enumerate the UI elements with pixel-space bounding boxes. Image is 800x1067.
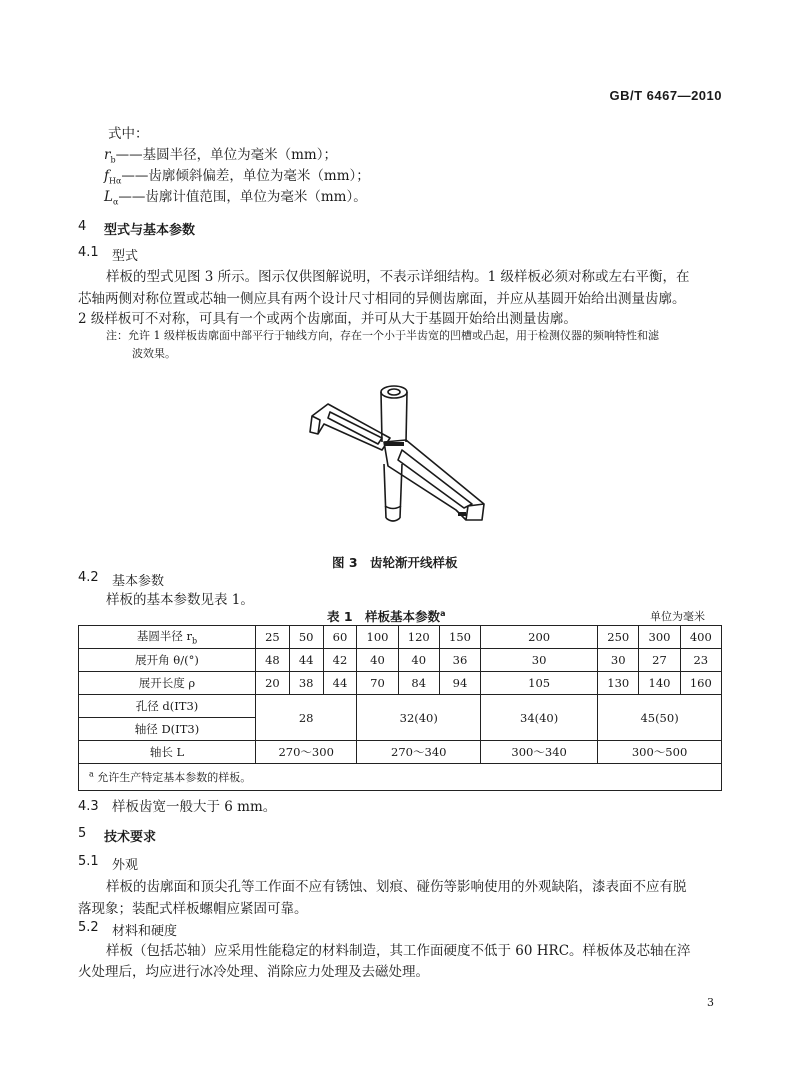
table-cell: 25 (256, 626, 290, 649)
sec43-num: 4.3 (78, 799, 99, 814)
row-label: 孔径 d(IT3) (79, 695, 256, 718)
table-caption (327, 607, 445, 625)
row-label: 展开长度 ρ (79, 672, 256, 695)
sec5-title: 技术要求 (104, 830, 157, 845)
sec52-line-2: 火处理后，均应进行冰冷处理、消除应力处理及去磁处理。 (78, 964, 429, 980)
table-cell: 84 (398, 672, 439, 695)
table-row (79, 741, 722, 764)
table-cell: 36 (439, 649, 480, 672)
page-number: 3 (707, 996, 714, 1009)
where-intro: 式中： (108, 126, 149, 142)
symbol: r (104, 147, 111, 163)
symbol-sub: b (110, 155, 116, 165)
table-cell: 300～340 (481, 741, 598, 764)
table-cell: 20 (256, 672, 290, 695)
row-label: 轴长 L (79, 741, 256, 764)
table-cell: 48 (256, 649, 290, 672)
table-cell: 30 (598, 649, 639, 672)
table-cell: 250 (598, 626, 639, 649)
table-cell: 70 (357, 672, 398, 695)
table-row (79, 672, 722, 695)
symbol-sub: α (112, 197, 119, 207)
symbol: f (104, 168, 109, 184)
table-unit: 单位为毫米 (650, 610, 705, 623)
symbol-sub: Hα (109, 176, 122, 186)
table-cell: 140 (639, 672, 680, 695)
sec41-title: 型式 (112, 249, 139, 264)
table-cell: 130 (598, 672, 639, 695)
footnote-text: 允许生产特定基本参数的样板。 (97, 771, 252, 784)
sec42-title: 基本参数 (112, 574, 165, 589)
sec41-note-2: 波效果。 (132, 347, 176, 360)
table-cell: 40 (398, 649, 439, 672)
table-cell: 38 (289, 672, 323, 695)
sec5-num: 5 (78, 826, 87, 841)
table-cell: 30 (481, 649, 598, 672)
table-cell: 60 (323, 626, 357, 649)
sec51-title: 外观 (112, 858, 139, 873)
figure-caption: 图 3 齿轮渐开线样板 (332, 555, 458, 570)
table-cell: 300 (639, 626, 680, 649)
sec52-title: 材料和硬度 (112, 924, 178, 939)
standard-code: GB/T 6467—2010 (609, 88, 722, 103)
sec52-num: 5.2 (78, 920, 99, 935)
sec4-num: 4 (78, 219, 87, 234)
table-cell: 105 (481, 672, 598, 695)
sec41-line-2: 芯轴两侧对称位置或芯轴一侧应具有两个设计尺寸相同的异侧齿廓面，并应从基圆开始给出测量齿廓。 (78, 291, 686, 307)
table-cell: 27 (639, 649, 680, 672)
symbol: L (104, 189, 113, 205)
table-cell: 23 (680, 649, 721, 672)
table-cell: 44 (289, 649, 323, 672)
sec43-text: 样板齿宽一般大于 6 mm。 (112, 799, 277, 815)
row-label: 轴径 D(IT3) (79, 718, 256, 741)
row-label: 基圆半径 $r_b$ (79, 626, 256, 649)
sec52-line-1: 样板（包括芯轴）应采用性能稳定的材料制造，其工作面硬度不低于 60 HRC。样板体及芯轴在淬 (106, 943, 691, 959)
table-cell: 200 (481, 626, 598, 649)
table-cell: 40 (357, 649, 398, 672)
sec42-num: 4.2 (78, 570, 99, 585)
sec41-num: 4.1 (78, 245, 99, 260)
parameter-table (78, 625, 722, 791)
table-cell: 270～300 (256, 741, 357, 764)
table-footnote (79, 764, 722, 791)
where-text: ——齿廓倾斜偏差，单位为毫米（mm）； (121, 168, 370, 184)
sec42-line: 样板的基本参数见表 1。 (106, 592, 254, 608)
sec41-line-1: 样板的型式见图 3 所示。图示仅供图解说明，不表示详细结构。1 级样板必须对称或左右平衡，在 (106, 269, 690, 285)
where-text: ——齿廓计值范围，单位为毫米（mm）。 (118, 189, 367, 205)
table-caption-mark: a (440, 608, 446, 618)
table-cell: 42 (323, 649, 357, 672)
table-cell: 28 (256, 695, 357, 741)
table-cell: 34(40) (481, 695, 598, 741)
table-row (79, 695, 722, 718)
sec51-num: 5.1 (78, 854, 99, 869)
table-cell: 270～340 (357, 741, 481, 764)
table-cell: 50 (289, 626, 323, 649)
table-cell: 32(40) (357, 695, 481, 741)
table-cell: 44 (323, 672, 357, 695)
sec41-note-1: 注：允许 1 级样板齿廓面中部平行于轴线方向，存在一个小于半齿宽的凹槽或凸起，用于检测仪器的频响特性和滤 (106, 329, 659, 342)
sec51-line-1: 样板的齿廓面和顶尖孔等工作面不应有锈蚀、划痕、碰伤等影响使用的外观缺陷，漆表面不应有脱 (106, 879, 687, 895)
footnote-mark: a (89, 769, 94, 779)
sec51-line-2: 落现象；装配式样板螺帽应紧固可靠。 (78, 901, 308, 917)
sec4-title: 型式与基本参数 (104, 223, 196, 238)
row-label: 展开角 θ/(°) (79, 649, 256, 672)
table-cell: 120 (398, 626, 439, 649)
table-row (79, 626, 722, 649)
table-cell: 100 (357, 626, 398, 649)
table-cell: 45(50) (598, 695, 722, 741)
table-row (79, 649, 722, 672)
table-cell: 400 (680, 626, 721, 649)
table-cell: 94 (439, 672, 480, 695)
involute-template-figure (298, 378, 498, 530)
where-item-la (104, 188, 367, 212)
table-caption-text: 表 1 样板基本参数 (327, 609, 441, 624)
table-cell: 160 (680, 672, 721, 695)
where-text: ——基圆半径，单位为毫米（mm）； (115, 147, 337, 163)
sec41-line-3: 2 级样板可不对称，可具有一个或两个齿廓面，并可从大于基圆开始给出测量齿廓。 (78, 311, 577, 327)
table-footnote-row (79, 764, 722, 791)
table-cell: 300～500 (598, 741, 722, 764)
table-cell: 150 (439, 626, 480, 649)
